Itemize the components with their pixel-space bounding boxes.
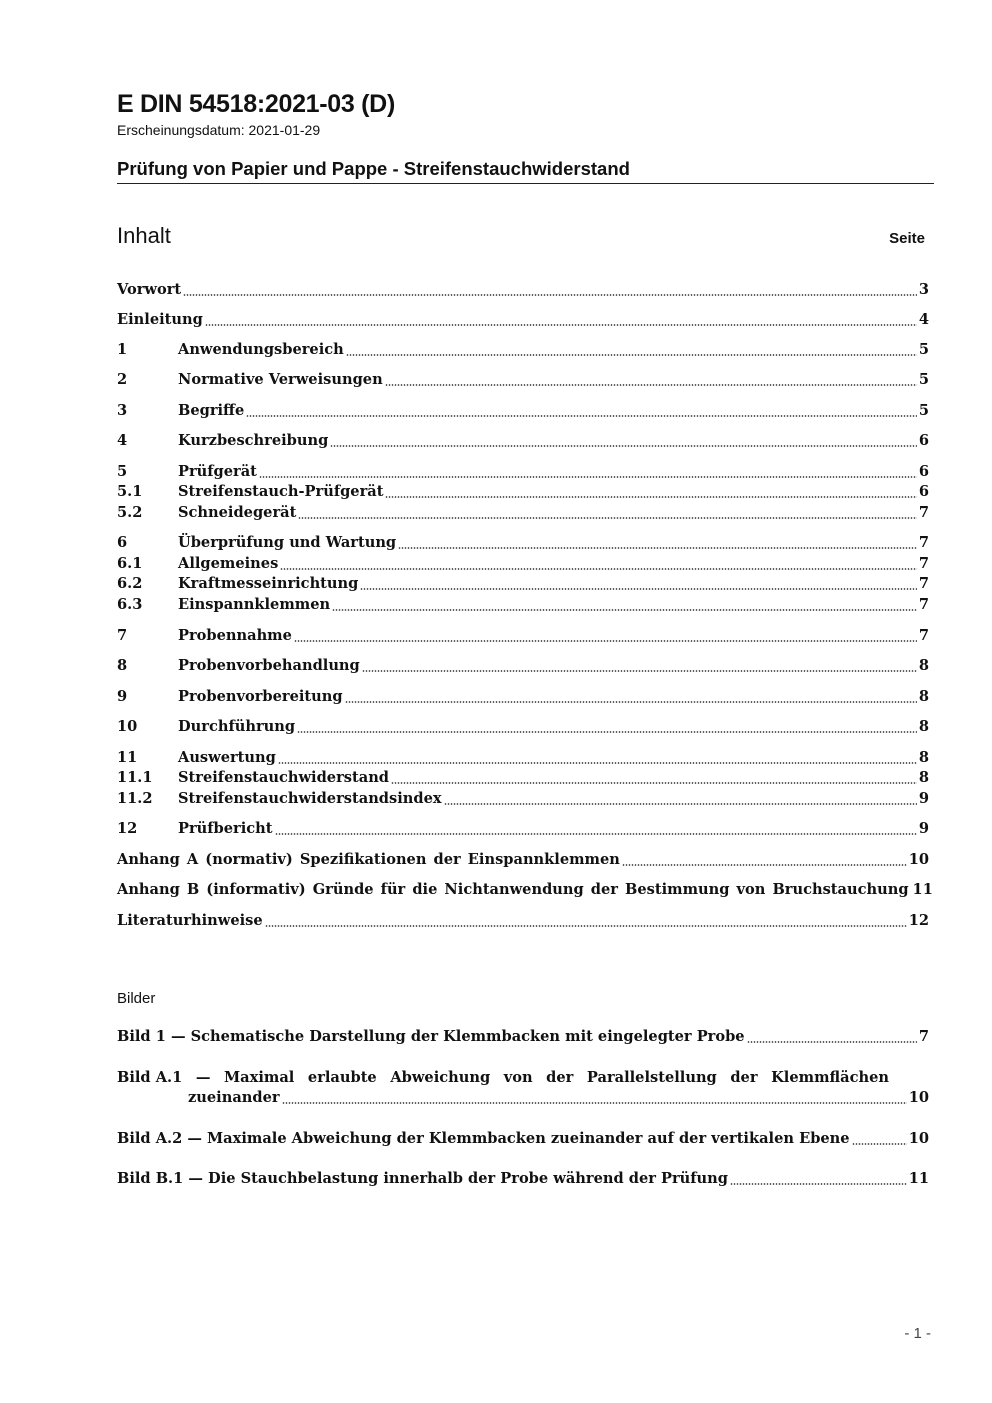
toc-entry[interactable] bbox=[117, 533, 929, 553]
toc-entry-page: 9 bbox=[918, 790, 929, 807]
toc-entry-label: Probenvorbehandlung bbox=[178, 657, 360, 674]
toc-entry-label: Kurzbeschreibung bbox=[178, 432, 329, 449]
figure-entry-word: — bbox=[195, 1069, 211, 1086]
toc-entry-number: 5.2 bbox=[117, 504, 143, 521]
toc-leader-dots bbox=[280, 568, 917, 570]
toc-entry-page: 4 bbox=[918, 311, 929, 328]
toc-entry[interactable] bbox=[117, 768, 929, 788]
toc-leader-dots bbox=[385, 496, 916, 498]
toc-entry[interactable] bbox=[117, 401, 929, 421]
toc-entry[interactable] bbox=[117, 717, 929, 737]
toc-entry-label: Einleitung bbox=[117, 311, 203, 328]
toc-entry-number: 4 bbox=[117, 432, 128, 449]
toc-entry-label: Probenvorbereitung bbox=[178, 688, 343, 705]
figure-entry-page: 7 bbox=[918, 1028, 929, 1045]
toc-entry[interactable] bbox=[117, 574, 929, 594]
figure-entry[interactable] bbox=[117, 1169, 929, 1189]
toc-entry[interactable] bbox=[117, 880, 933, 900]
toc-entry-number: 3 bbox=[117, 402, 128, 419]
toc-leader-dots bbox=[246, 415, 917, 417]
toc-entry[interactable] bbox=[117, 819, 929, 839]
toc-entry-page: 8 bbox=[918, 657, 929, 674]
toc-entry-number: 10 bbox=[117, 718, 138, 735]
page-number: - 1 - bbox=[904, 1325, 931, 1342]
toc-entry[interactable] bbox=[117, 748, 929, 768]
figure-entry-label: Bild B.1 — Die Stauchbelastung innerhalb der Probe während der Prüfung bbox=[117, 1170, 728, 1187]
figure-entry-page: 11 bbox=[908, 1170, 929, 1187]
toc-entry-label: Anwendungsbereich bbox=[178, 341, 344, 358]
toc-entry-label: Literaturhinweise bbox=[117, 912, 263, 929]
figure-entry-word: erlaubte bbox=[307, 1069, 377, 1086]
toc-leader-dots bbox=[294, 640, 917, 642]
toc-entry[interactable] bbox=[117, 482, 929, 502]
figures-heading: Bilder bbox=[117, 990, 156, 1007]
toc-leader-dots bbox=[398, 547, 917, 549]
toc-entry-page: 7 bbox=[918, 575, 929, 592]
toc-leader-dots bbox=[332, 609, 917, 611]
toc-leader-dots bbox=[444, 803, 917, 805]
toc-entry-page: 7 bbox=[918, 627, 929, 644]
page-column-label: Seite bbox=[889, 230, 925, 247]
toc-entry-page: 11 bbox=[912, 881, 933, 898]
figure-entry-first-line[interactable] bbox=[117, 1068, 889, 1088]
toc-entry-page: 12 bbox=[908, 912, 929, 929]
toc-entry-page: 7 bbox=[918, 534, 929, 551]
figure-entry-word: der bbox=[730, 1069, 758, 1086]
toc-leader-dots bbox=[345, 701, 917, 703]
figure-entry-word: Abweichung bbox=[390, 1069, 491, 1086]
toc-entry-number: 5 bbox=[117, 463, 128, 480]
toc-entry[interactable] bbox=[117, 431, 929, 451]
toc-entry-number: 2 bbox=[117, 371, 128, 388]
toc-entry[interactable] bbox=[117, 340, 929, 360]
toc-entry[interactable] bbox=[117, 595, 929, 615]
toc-entry-label: Prüfgerät bbox=[178, 463, 257, 480]
toc-entry-number: 11 bbox=[117, 749, 138, 766]
toc-leader-dots bbox=[391, 782, 917, 784]
toc-entry[interactable] bbox=[117, 280, 929, 300]
toc-entry-label: Kraftmesseinrichtung bbox=[178, 575, 359, 592]
figure-entry-word: Bild A.1 bbox=[117, 1069, 183, 1086]
toc-leader-dots bbox=[385, 384, 917, 386]
publication-date: Erscheinungsdatum: 2021-01-29 bbox=[117, 122, 321, 138]
toc-entry[interactable] bbox=[117, 462, 929, 482]
toc-entry-page: 6 bbox=[918, 483, 929, 500]
toc-entry[interactable] bbox=[117, 656, 929, 676]
toc-heading: Inhalt bbox=[117, 223, 171, 248]
toc-entry-page: 3 bbox=[918, 281, 929, 298]
toc-entry-label: Begriffe bbox=[178, 402, 245, 419]
toc-entry-page: 8 bbox=[918, 718, 929, 735]
figure-entry-continuation[interactable] bbox=[188, 1088, 929, 1108]
figure-entry-word: von bbox=[503, 1069, 533, 1086]
toc-leader-dots bbox=[205, 324, 917, 326]
toc-entry-page: 10 bbox=[908, 851, 929, 868]
title-divider bbox=[117, 183, 934, 184]
toc-entry-number: 1 bbox=[117, 341, 128, 358]
figure-entry[interactable] bbox=[117, 1129, 929, 1149]
toc-entry-page: 7 bbox=[918, 555, 929, 572]
toc-entry-label: Streifenstauchwiderstand bbox=[178, 769, 390, 786]
toc-entry[interactable] bbox=[117, 370, 929, 390]
toc-entry[interactable] bbox=[117, 503, 929, 523]
toc-entry-label: Durchführung bbox=[178, 718, 296, 735]
toc-entry-page: 8 bbox=[918, 749, 929, 766]
toc-leader-dots bbox=[278, 762, 917, 764]
toc-entry-number: 8 bbox=[117, 657, 128, 674]
toc-leader-dots bbox=[275, 833, 917, 835]
figure-entry[interactable] bbox=[117, 1027, 929, 1047]
toc-leader-dots bbox=[852, 1143, 907, 1145]
figure-entry-page: 10 bbox=[908, 1089, 929, 1106]
toc-entry-label: Anhang A (normativ) Spezifikationen der Einspannklemmen bbox=[117, 851, 620, 868]
toc-entry-label: Probennahme bbox=[178, 627, 292, 644]
figure-entry-word: Parallelstellung bbox=[586, 1069, 717, 1086]
document-id: E DIN 54518:2021-03 (D) bbox=[117, 90, 395, 118]
toc-leader-dots bbox=[346, 354, 917, 356]
toc-entry-label: Überprüfung und Wartung bbox=[178, 534, 397, 551]
toc-entry[interactable] bbox=[117, 554, 929, 574]
toc-entry-number: 11.1 bbox=[117, 769, 153, 786]
toc-entry-page: 8 bbox=[918, 769, 929, 786]
toc-leader-dots bbox=[622, 864, 907, 866]
toc-entry-label: Normative Verweisungen bbox=[178, 371, 383, 388]
toc-leader-dots bbox=[330, 445, 917, 447]
toc-entry-number: 6.3 bbox=[117, 596, 143, 613]
toc-leader-dots bbox=[282, 1102, 907, 1104]
toc-leader-dots bbox=[265, 925, 907, 927]
figure-entry-page: 10 bbox=[908, 1130, 929, 1147]
toc-leader-dots bbox=[183, 294, 917, 296]
toc-entry-number: 7 bbox=[117, 627, 128, 644]
figure-entry-word: Klemmflächen bbox=[771, 1069, 889, 1086]
toc-entry-label: Prüfbericht bbox=[178, 820, 273, 837]
toc-entry-number: 12 bbox=[117, 820, 138, 837]
toc-entry-page: 6 bbox=[918, 432, 929, 449]
toc-entry-number: 6.2 bbox=[117, 575, 143, 592]
figure-entry-word: der bbox=[546, 1069, 574, 1086]
toc-leader-dots bbox=[747, 1041, 917, 1043]
toc-entry-number: 11.2 bbox=[117, 790, 153, 807]
toc-entry[interactable] bbox=[117, 911, 929, 931]
toc-entry-page: 7 bbox=[918, 596, 929, 613]
toc-entry-number: 9 bbox=[117, 688, 128, 705]
toc-entry[interactable] bbox=[117, 850, 929, 870]
toc-entry-label: Anhang B (informativ) Gründe für die Nichtanwendung der Bestimmung von Bruchstauchung bbox=[117, 881, 909, 898]
toc-entry-page: 6 bbox=[918, 463, 929, 480]
document-title: Prüfung von Papier und Pappe - Streifenstauchwiderstand bbox=[117, 158, 630, 179]
toc-leader-dots bbox=[362, 670, 917, 672]
toc-entry-number: 6 bbox=[117, 534, 128, 551]
toc-leader-dots bbox=[259, 476, 917, 478]
toc-entry-label: Vorwort bbox=[117, 281, 182, 298]
toc-entry-page: 9 bbox=[918, 820, 929, 837]
toc-entry-label: Allgemeines bbox=[178, 555, 279, 572]
toc-entry-label: Auswertung bbox=[178, 749, 276, 766]
toc-leader-dots bbox=[730, 1183, 907, 1185]
toc-entry-number: 6.1 bbox=[117, 555, 143, 572]
toc-entry-page: 7 bbox=[918, 504, 929, 521]
figure-entry-label: zueinander bbox=[188, 1089, 280, 1106]
toc-entry-number: 5.1 bbox=[117, 483, 143, 500]
toc-entry-label: Schneidegerät bbox=[178, 504, 297, 521]
toc-entry[interactable] bbox=[117, 789, 929, 809]
toc-entry-label: Einspannklemmen bbox=[178, 596, 331, 613]
toc-entry-page: 5 bbox=[918, 402, 929, 419]
toc-entry-label: Streifenstauch-Prüfgerät bbox=[178, 483, 384, 500]
toc-entry[interactable] bbox=[117, 310, 929, 330]
toc-entry[interactable] bbox=[117, 687, 929, 707]
toc-leader-dots bbox=[360, 588, 917, 590]
toc-entry-page: 8 bbox=[918, 688, 929, 705]
figure-entry-label: Bild A.2 — Maximale Abweichung der Klemmbacken zueinander auf der vertikalen Ebene bbox=[117, 1130, 850, 1147]
toc-entry-page: 5 bbox=[918, 341, 929, 358]
toc-entry-page: 5 bbox=[918, 371, 929, 388]
toc-entry-label: Streifenstauchwiderstandsindex bbox=[178, 790, 442, 807]
toc-leader-dots bbox=[298, 517, 917, 519]
figure-entry-word: Maximal bbox=[224, 1069, 295, 1086]
toc-leader-dots bbox=[297, 731, 917, 733]
figure-entry-label: Bild 1 — Schematische Darstellung der Klemmbacken mit eingelegter Probe bbox=[117, 1028, 745, 1045]
toc-entry[interactable] bbox=[117, 626, 929, 646]
